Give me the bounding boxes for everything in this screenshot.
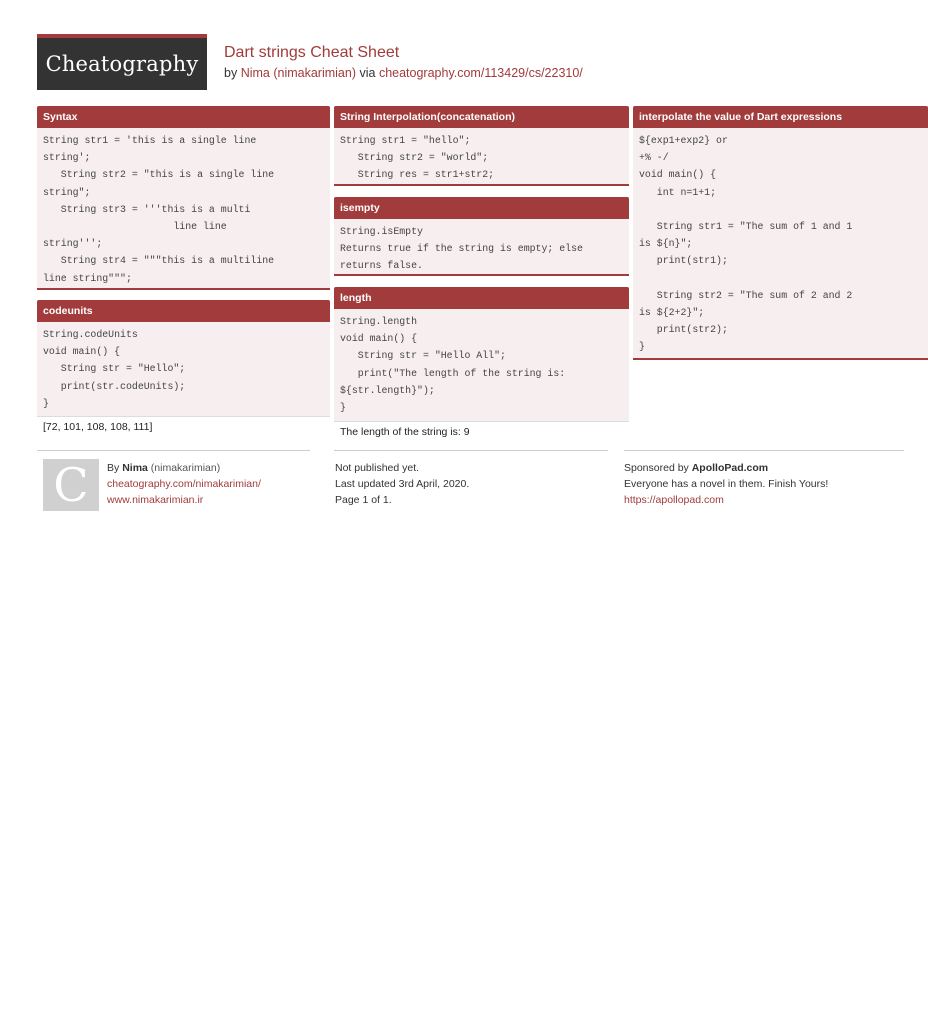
section-interpolate-value xyxy=(633,106,928,360)
section-title: codeunits xyxy=(37,300,330,322)
footer-author-link[interactable]: cheatography.com/nimakarimian/ xyxy=(107,478,261,490)
code-result: The length of the string is: 9 xyxy=(334,421,629,443)
code-block: String str1 = 'this is a single line string'; String str2 = "this is a single line string"; String str3 = '''this is a multi line line string'''; String str4 = """this is a multiline line string"""; xyxy=(43,135,275,284)
sheet-url-link[interactable]: cheatography.com/113429/cs/22310/ xyxy=(378,66,583,80)
footer-sponsor xyxy=(624,450,904,508)
section-title: isempty xyxy=(334,197,629,219)
code-block: String str1 = "hello"; String str2 = "world"; String res = str1+str2; xyxy=(340,135,495,181)
code-block: String.isEmpty Returns true if the string is empty; else returns false. xyxy=(340,226,583,272)
section-title: interpolate the value of Dart expressions xyxy=(633,106,928,128)
section-title: Syntax xyxy=(37,106,330,128)
footer-author-handle: (nimakarimian) xyxy=(150,462,221,474)
sponsored-by-label: Sponsored by xyxy=(624,462,689,474)
code-result: [72, 101, 108, 108, 111] xyxy=(37,416,330,438)
byline-by: by xyxy=(224,66,238,80)
published-status: Not published yet. xyxy=(335,462,420,474)
footer-website-link[interactable]: www.nimakarimian.ir xyxy=(107,494,204,506)
sponsor-tagline: Everyone has a novel in them. Finish Yours! xyxy=(624,478,829,490)
sponsor-name[interactable]: ApolloPad.com xyxy=(691,462,769,474)
author-link[interactable]: Nima (nimakarimian) xyxy=(240,66,356,80)
byline-via: via xyxy=(359,66,376,80)
footer-publish-info xyxy=(334,450,608,508)
footer xyxy=(37,450,829,530)
footer-author-name[interactable]: Nima xyxy=(122,462,148,474)
code-block: String.length void main() { String str = "Hello All"; print("The length of the string is: ${str.length}"); } xyxy=(340,316,566,414)
cheatography-logo[interactable]: Cheatography xyxy=(37,34,207,90)
section-title: length xyxy=(334,287,629,309)
section-title: String Interpolation(concatenation) xyxy=(334,106,629,128)
sponsor-url-link[interactable]: https://apollopad.com xyxy=(624,494,724,506)
section-syntax xyxy=(37,106,330,290)
footer-by-label: By xyxy=(107,462,120,474)
section-codeunits xyxy=(37,300,330,436)
page-count: Page 1 of 1. xyxy=(335,494,392,506)
page-title: Dart strings Cheat Sheet xyxy=(224,44,400,61)
section-length xyxy=(334,287,629,441)
author-avatar: C xyxy=(43,459,99,511)
footer-author xyxy=(37,450,310,530)
code-block: ${exp1+exp2} or +% -/ void main() { int n=1+1; String str1 = "The sum of 1 and 1 is ${n}"; print(str1); String str2 = "The sum of 2 and 2 is ${2+2}"; print(str2); } xyxy=(639,135,853,353)
code-block: String.codeUnits void main() { String str = "Hello"; print(str.codeUnits); } xyxy=(43,329,186,409)
last-updated: Last updated 3rd April, 2020. xyxy=(335,478,470,490)
section-string-interpolation xyxy=(334,106,629,186)
section-isempty xyxy=(334,197,629,276)
